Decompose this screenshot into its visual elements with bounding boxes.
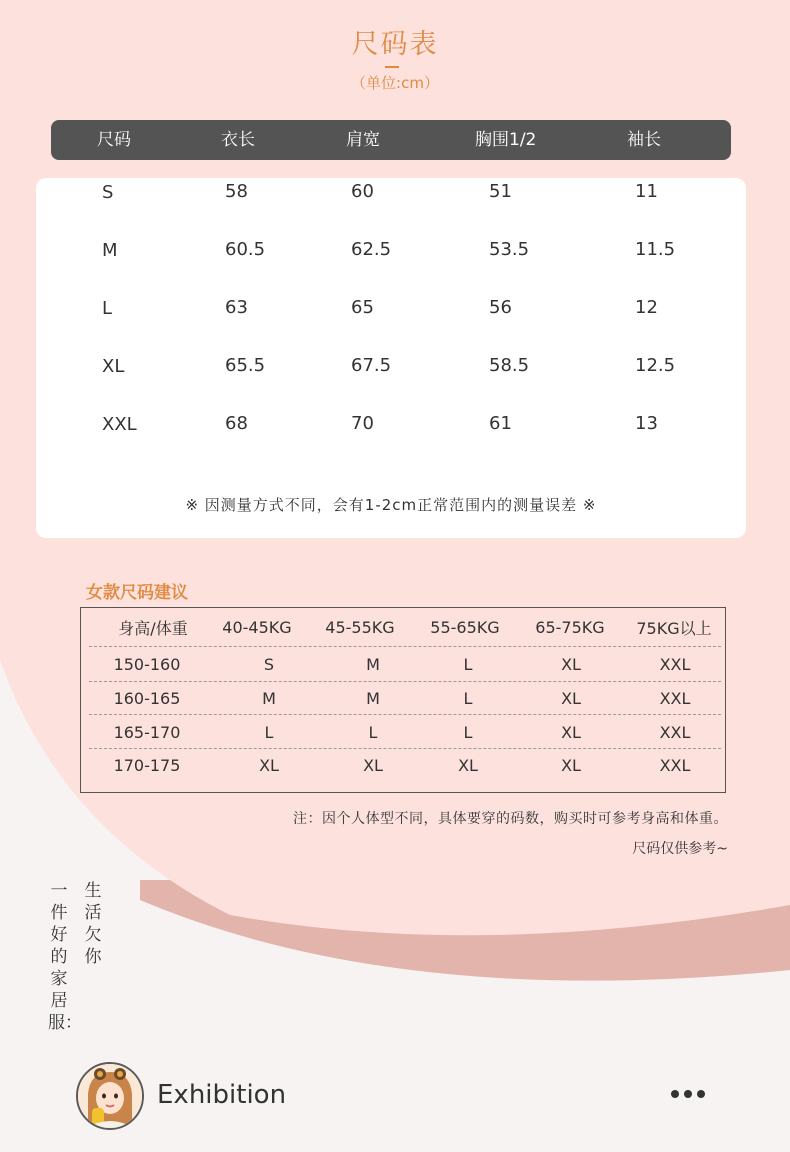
header-sleeve: 袖长 xyxy=(627,130,661,150)
length-cell: 65.5 xyxy=(225,355,266,376)
size-cell: L xyxy=(368,723,378,742)
size-cell: M xyxy=(366,689,380,708)
row-divider xyxy=(89,681,721,682)
size-cell: XXL xyxy=(659,689,691,708)
height-cell: 165-170 xyxy=(113,723,181,742)
size-cell: XXL xyxy=(659,655,691,674)
size-cell: XXL xyxy=(659,756,691,775)
header-height-weight: 身高/体重 xyxy=(118,619,188,638)
size-table-header xyxy=(51,120,731,160)
size-cell: L xyxy=(463,655,473,674)
row-divider xyxy=(89,748,721,749)
sleeve-cell: 12.5 xyxy=(635,355,676,376)
size-cell: XL xyxy=(561,723,581,742)
measurement-note: ※ 因测量方式不同，会有1-2cm正常范围内的测量误差 ※ xyxy=(185,496,597,514)
size-cell: L xyxy=(463,723,473,742)
size-cell: XL xyxy=(561,689,581,708)
more-dots-icon[interactable] xyxy=(671,1090,705,1098)
dot xyxy=(684,1090,692,1098)
size-cell: XL xyxy=(458,756,478,775)
height-cell: 150-160 xyxy=(113,655,181,674)
header-shoulder: 肩宽 xyxy=(346,130,380,150)
height-cell: 160-165 xyxy=(113,689,181,708)
size-cell: L xyxy=(463,689,473,708)
sleeve-cell: 11.5 xyxy=(635,239,676,260)
slogan-line-1: 生活欠你 xyxy=(84,881,102,967)
title-divider xyxy=(385,66,399,68)
dot xyxy=(671,1090,679,1098)
chest-cell: 61 xyxy=(489,413,512,434)
size-cell: S xyxy=(102,182,114,203)
size-cell: M xyxy=(262,689,276,708)
avatar[interactable] xyxy=(76,1062,144,1130)
shoulder-cell: 70 xyxy=(351,413,374,434)
size-cell: S xyxy=(263,655,275,674)
sleeve-cell: 12 xyxy=(635,297,658,318)
size-cell: L xyxy=(264,723,274,742)
page-title: 尺码表 xyxy=(351,29,439,60)
size-cell: XL xyxy=(259,756,279,775)
header-weight-range: 40-45KG xyxy=(222,618,292,637)
header-weight-range: 55-65KG xyxy=(430,618,500,637)
chest-cell: 53.5 xyxy=(489,239,530,260)
shoulder-cell: 65 xyxy=(351,297,374,318)
height-cell: 170-175 xyxy=(113,756,181,775)
recommendation-title: 女款尺码建议 xyxy=(86,583,188,603)
slogan-line-2: 一件好的家居服： xyxy=(48,881,82,1033)
chest-cell: 56 xyxy=(489,297,512,318)
recommendation-table xyxy=(80,607,726,793)
row-divider xyxy=(89,646,721,647)
header-weight-range: 65-75KG xyxy=(535,618,605,637)
header-weight-range: 45-55KG xyxy=(325,618,395,637)
size-cell: XL xyxy=(561,756,581,775)
size-cell: XXL xyxy=(102,414,137,435)
shoulder-cell: 60 xyxy=(351,181,374,202)
length-cell: 58 xyxy=(225,181,248,202)
sleeve-cell: 11 xyxy=(635,181,658,202)
size-cell: M xyxy=(366,655,380,674)
size-cell: XXL xyxy=(659,723,691,742)
size-cell: L xyxy=(102,298,113,319)
unit-label: （单位:cm） xyxy=(351,74,439,92)
shoulder-cell: 62.5 xyxy=(351,239,392,260)
header-size: 尺码 xyxy=(97,130,131,150)
shoulder-cell: 67.5 xyxy=(351,355,392,376)
dot xyxy=(697,1090,705,1098)
header-chest: 胸围1/2 xyxy=(475,130,537,150)
size-cell: XL xyxy=(561,655,581,674)
body-type-footnote: 注：因个人体型不同，具体要穿的码数，购买时可参考身高和体重。 xyxy=(293,811,728,827)
length-cell: 68 xyxy=(225,413,248,434)
size-cell: XL xyxy=(363,756,383,775)
size-table-card xyxy=(36,178,746,538)
size-cell: M xyxy=(102,240,118,261)
profile-name[interactable]: Exhibition xyxy=(157,1080,287,1110)
sleeve-cell: 13 xyxy=(635,413,658,434)
length-cell: 63 xyxy=(225,297,248,318)
chest-cell: 58.5 xyxy=(489,355,530,376)
avatar-girl-icon xyxy=(78,1064,142,1128)
size-cell: XL xyxy=(102,356,125,377)
header-weight-range: 75KG以上 xyxy=(636,619,712,638)
reference-footnote: 尺码仅供参考~ xyxy=(632,841,728,857)
length-cell: 60.5 xyxy=(225,239,266,260)
chest-cell: 51 xyxy=(489,181,512,202)
row-divider xyxy=(89,714,721,715)
header-length: 衣长 xyxy=(221,130,255,150)
